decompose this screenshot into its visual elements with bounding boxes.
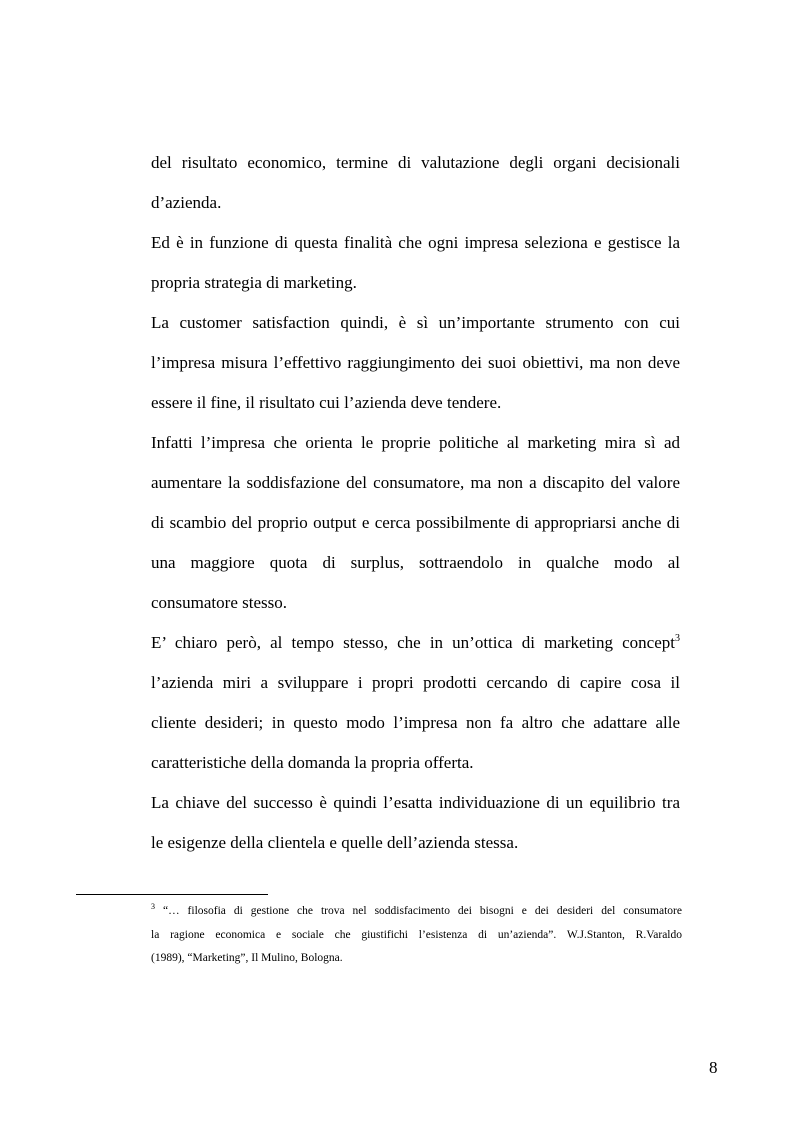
body-line: La customer satisfaction quindi, è sì un’importante strumento con cui <box>151 313 680 332</box>
footnote-marker: 3 <box>151 902 155 911</box>
body-line-with-footnote-ref <box>151 634 680 651</box>
body-line: l’impresa misura l’effettivo raggiungimento dei suoi obiettivi, ma non deve <box>151 353 680 372</box>
body-line: del risultato economico, termine di valutazione degli organi decisionali <box>151 153 680 172</box>
body-line: Ed è in funzione di questa finalità che ogni impresa seleziona e gestisce la <box>151 233 680 252</box>
body-line: consumatore stesso. <box>151 593 287 612</box>
body-line: l’azienda miri a sviluppare i propri prodotti cercando di capire cosa il <box>151 673 680 692</box>
footnote-separator <box>76 894 268 895</box>
body-line: d’azienda. <box>151 193 222 212</box>
body-line: La chiave del successo è quindi l’esatta individuazione di un equilibrio tra <box>151 793 680 812</box>
body-line: Infatti l’impresa che orienta le proprie politiche al marketing mira sì ad <box>151 433 680 452</box>
body-line: le esigenze della clientela e quelle dell’azienda stessa. <box>151 833 519 852</box>
footnote-line <box>151 902 682 918</box>
body-line: essere il fine, il risultato cui l’azienda deve tendere. <box>151 393 502 412</box>
footnote-line: la ragione economica e sociale che giustifichi l’esistenza di un’azienda”. W.J.Stanton, R.Varaldo <box>151 929 682 941</box>
body-line: propria strategia di marketing. <box>151 273 357 292</box>
footnote-ref: 3 <box>675 633 680 644</box>
footnote-line: (1989), “Marketing”, Il Mulino, Bologna. <box>151 952 343 964</box>
body-line: una maggiore quota di surplus, sottraendolo in qualche modo al <box>151 553 680 572</box>
body-line: caratteristiche della domanda la propria offerta. <box>151 753 474 772</box>
page-number: 8 <box>709 1058 718 1077</box>
footnote-text: “… filosofia di gestione che trova nel soddisfacimento dei bisogni e dei desideri del consumatore <box>162 905 682 917</box>
body-line: di scambio del proprio output e cerca possibilmente di appropriarsi anche di <box>151 513 680 532</box>
body-line-text: E’ chiaro però, al tempo stesso, che in un’ottica di marketing concept <box>151 633 675 652</box>
body-line: cliente desideri; in questo modo l’impresa non fa altro che adattare alle <box>151 713 680 732</box>
body-line: aumentare la soddisfazione del consumatore, ma non a discapito del valore <box>151 473 680 492</box>
